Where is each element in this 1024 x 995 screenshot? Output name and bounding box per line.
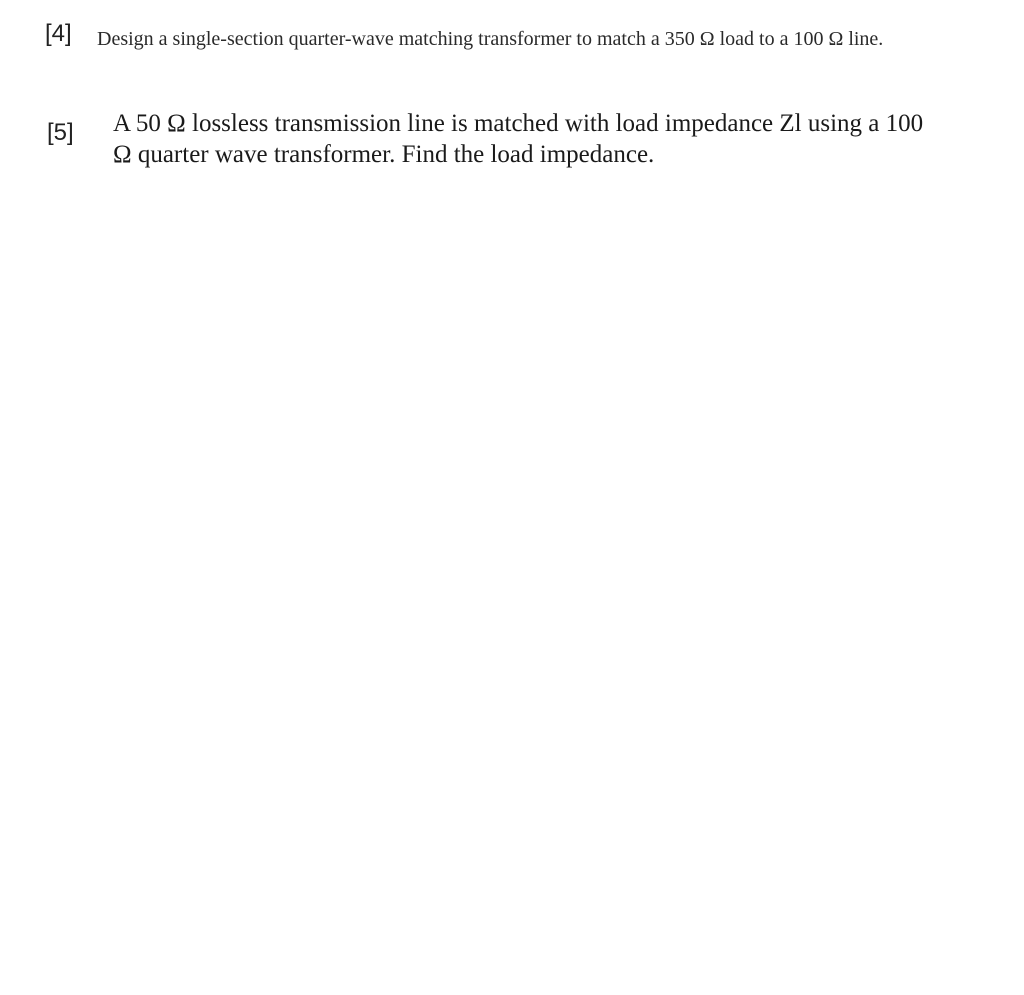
question-text-line-1: A 50 Ω lossless transmission line is matched with load impedance Zl using a 100 <box>113 110 924 137</box>
question-text-line-2: Ω quarter wave transformer. Find the load impedance. <box>113 141 655 168</box>
question-text: Design a single-section quarter-wave matching transformer to match a 350 Ω load to a 100 Ω line. <box>97 28 884 50</box>
question-number: [5] <box>47 119 74 146</box>
question-number: [4] <box>45 20 72 47</box>
